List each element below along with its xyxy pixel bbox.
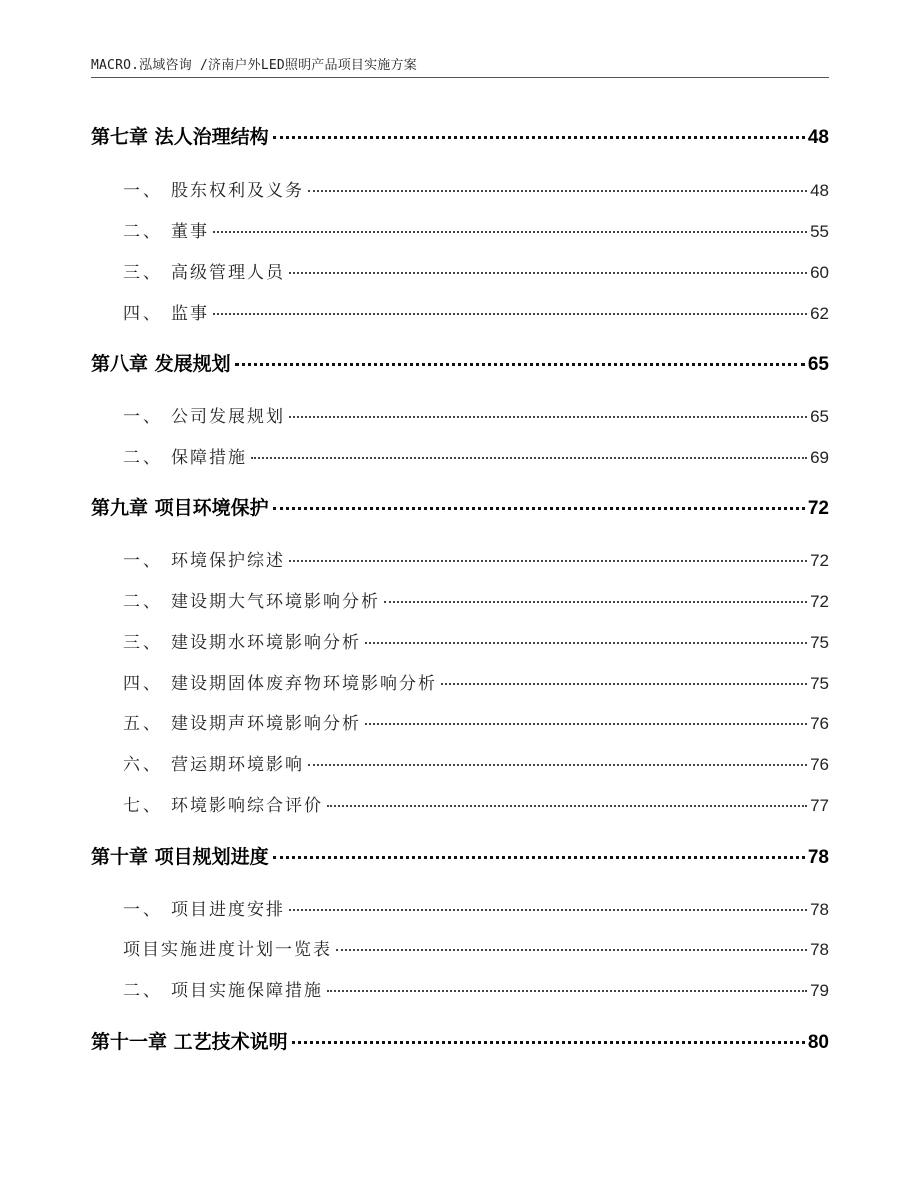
toc-page-number: 78	[810, 900, 829, 919]
section-number: 四、	[123, 304, 163, 324]
dot-leader	[365, 723, 807, 725]
dot-leader	[213, 231, 807, 233]
toc-entry-title: 营运期环境影响	[171, 755, 304, 775]
toc-entry-title: 环境保护综述	[171, 551, 285, 571]
toc-chapter-10[interactable]	[91, 842, 829, 869]
section-number: 二、	[123, 592, 163, 612]
section-number: 一、	[123, 181, 163, 201]
toc-entry-title: 项目实施进度计划一览表	[123, 940, 332, 960]
toc-page-number: 80	[807, 1032, 829, 1053]
toc-section[interactable]	[91, 402, 829, 427]
toc-table-entry[interactable]	[91, 935, 829, 960]
dot-leader	[273, 507, 805, 510]
dot-leader	[235, 363, 805, 366]
toc-page-number: 48	[810, 181, 829, 200]
running-header: MACRO.泓域咨询 /济南户外LED照明产品项目实施方案	[91, 58, 417, 73]
toc-section[interactable]	[91, 895, 829, 920]
toc-entry-title: 董事	[171, 222, 209, 242]
toc-page-number: 55	[810, 222, 829, 241]
toc-section[interactable]	[91, 750, 829, 775]
toc-entry-title: 第八章 发展规划	[91, 353, 231, 375]
toc-entry-title: 第十章 项目规划进度	[91, 846, 269, 868]
dot-leader	[327, 805, 807, 807]
dot-leader	[308, 764, 807, 766]
toc-entry-title: 股东权利及义务	[171, 181, 304, 201]
toc-page-number: 48	[807, 127, 829, 148]
toc-section[interactable]	[91, 176, 829, 201]
toc-section[interactable]	[91, 546, 829, 571]
toc-section[interactable]	[91, 669, 829, 694]
dot-leader	[308, 190, 807, 192]
toc-entry-title: 建设期固体废弃物环境影响分析	[171, 674, 437, 694]
toc-entry-title: 项目进度安排	[171, 900, 285, 920]
toc-page-number: 72	[810, 592, 829, 611]
toc-entry-title: 项目实施保障措施	[171, 981, 323, 1001]
toc-page-number: 75	[810, 674, 829, 693]
toc-page-number: 65	[810, 407, 829, 426]
section-number: 一、	[123, 551, 163, 571]
toc-entry-title: 第九章 项目环境保护	[91, 497, 269, 519]
dot-leader	[365, 642, 807, 644]
toc-section[interactable]	[91, 628, 829, 653]
dot-leader	[213, 313, 807, 315]
dot-leader	[273, 136, 805, 139]
toc-section[interactable]	[91, 587, 829, 612]
dot-leader	[289, 416, 807, 418]
section-number: 四、	[123, 674, 163, 694]
toc-chapter-8[interactable]	[91, 349, 829, 376]
dot-leader	[289, 272, 807, 274]
toc-page-number: 75	[810, 633, 829, 652]
toc-entry-title: 第七章 法人治理结构	[91, 126, 269, 148]
toc-page-number: 62	[810, 304, 829, 323]
toc-entry-title: 监事	[171, 304, 209, 324]
header-divider	[91, 77, 829, 78]
dot-leader	[336, 949, 807, 951]
dot-leader	[273, 856, 805, 859]
section-number: 七、	[123, 796, 163, 816]
toc-entry-title: 建设期水环境影响分析	[171, 633, 361, 653]
toc-section[interactable]	[91, 299, 829, 324]
section-number: 一、	[123, 407, 163, 427]
dot-leader	[441, 683, 807, 685]
toc-page-number: 79	[810, 981, 829, 1000]
toc-entry-title: 建设期声环境影响分析	[171, 714, 361, 734]
toc-chapter-11[interactable]	[91, 1027, 829, 1054]
toc-entry-title: 环境影响综合评价	[171, 796, 323, 816]
toc-entry-title: 高级管理人员	[171, 263, 285, 283]
section-number: 二、	[123, 448, 163, 468]
section-number: 二、	[123, 222, 163, 242]
toc-section[interactable]	[91, 709, 829, 734]
dot-leader	[289, 909, 807, 911]
dot-leader	[384, 601, 807, 603]
toc-entry-title: 公司发展规划	[171, 407, 285, 427]
toc-page-number: 65	[807, 354, 829, 375]
toc-section[interactable]	[91, 791, 829, 816]
toc-page-number: 78	[807, 847, 829, 868]
section-number: 五、	[123, 714, 163, 734]
section-number: 三、	[123, 263, 163, 283]
dot-leader	[251, 457, 807, 459]
toc-section[interactable]	[91, 976, 829, 1001]
section-number: 六、	[123, 755, 163, 775]
section-number: 三、	[123, 633, 163, 653]
dot-leader	[292, 1041, 805, 1044]
toc-section[interactable]	[91, 258, 829, 283]
toc-page-number: 78	[810, 940, 829, 959]
toc-page-number: 76	[810, 755, 829, 774]
dot-leader	[327, 990, 807, 992]
toc-page-number: 72	[810, 551, 829, 570]
toc-page-number: 72	[807, 498, 829, 519]
toc-page-number: 77	[810, 796, 829, 815]
dot-leader	[289, 560, 807, 562]
toc-section[interactable]	[91, 443, 829, 468]
toc-entry-title: 第十一章 工艺技术说明	[91, 1031, 288, 1053]
toc-page-number: 60	[810, 263, 829, 282]
toc-chapter-9[interactable]	[91, 493, 829, 520]
toc-entry-title: 保障措施	[171, 448, 247, 468]
section-number: 一、	[123, 900, 163, 920]
toc-page-number: 76	[810, 714, 829, 733]
toc-section[interactable]	[91, 217, 829, 242]
toc-chapter-7[interactable]	[91, 122, 829, 149]
toc-entry-title: 建设期大气环境影响分析	[171, 592, 380, 612]
section-number: 二、	[123, 981, 163, 1001]
toc-page-number: 69	[810, 448, 829, 467]
